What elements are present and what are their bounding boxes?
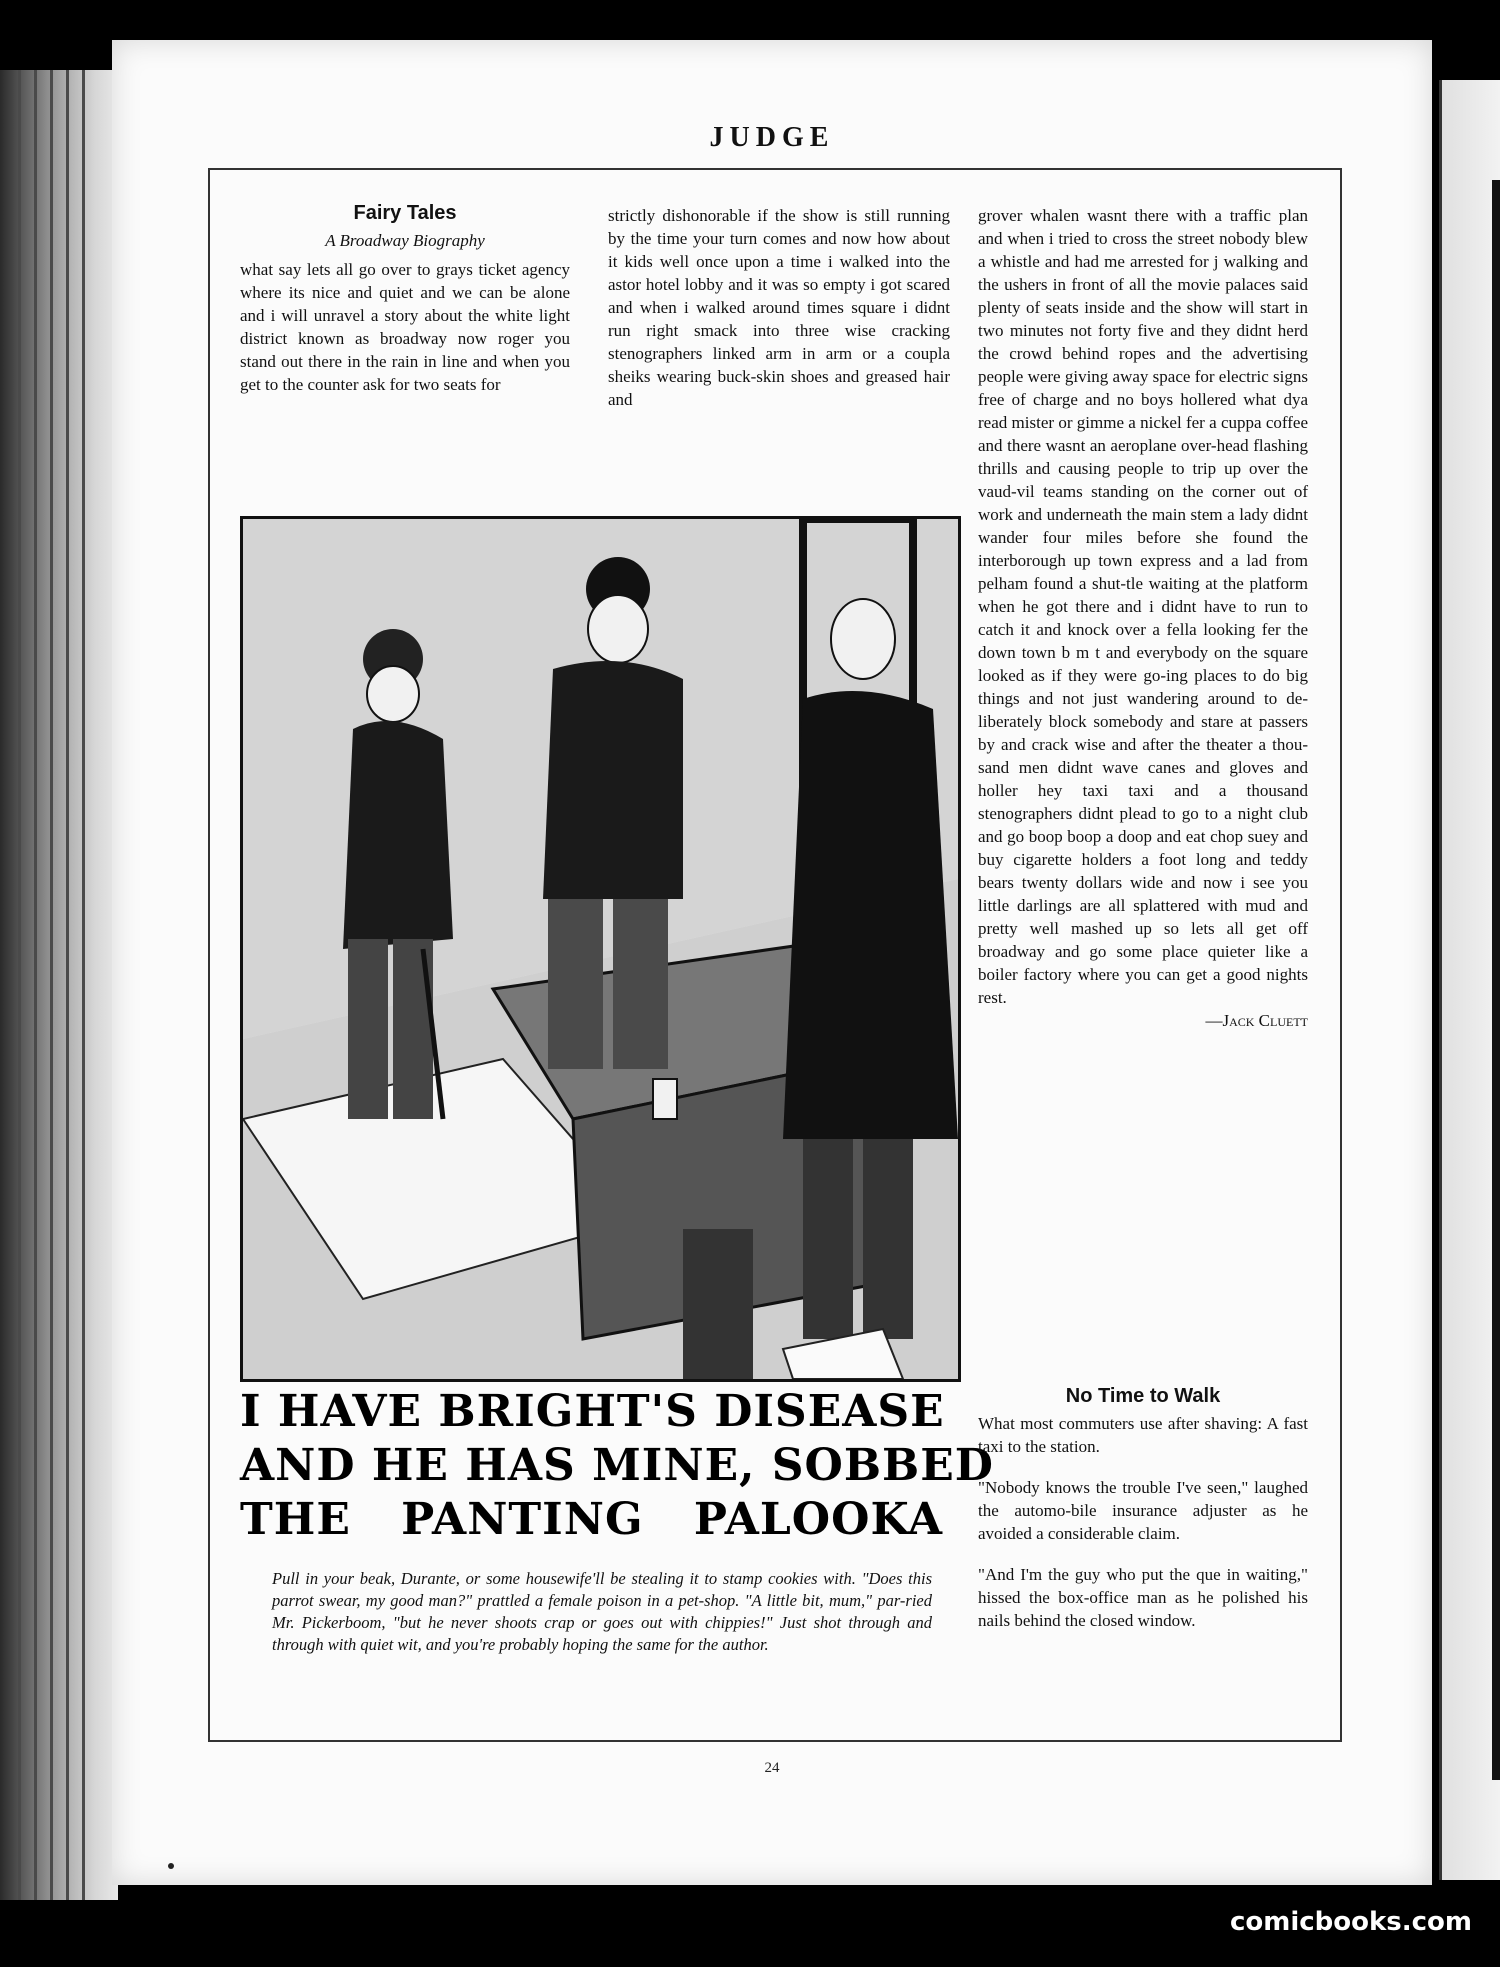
fairy-tales-col2	[608, 204, 950, 411]
cartoon-headline	[240, 1385, 994, 1547]
no-time-to-walk	[978, 1385, 1308, 1632]
fairy-tales-heading: Fairy Tales	[353, 202, 457, 224]
no-time-p1: What most commuters use after shaving: A fast taxi to the station.	[978, 1414, 1308, 1456]
magazine-page	[112, 40, 1432, 1885]
no-time-p3: "And I'm the guy who put the que in waiting," hissed the box-office man as he polished his nails behind the closed window.	[978, 1565, 1308, 1630]
headline-line-3: THE PANTING PALOOKA	[240, 1494, 944, 1545]
headline-line-2: AND HE HAS MINE, SOBBED	[240, 1440, 994, 1491]
speck	[168, 1863, 174, 1869]
cartoon-caption: Pull in your beak, Durante, or some housewife'll be stealing it to stamp cookies with. "Does this parrot swear, my good man?" prattled a female poison in a pet-shop. "A little bit, mum," par-ried Mr. Pickerboom, "but he never shoots crap or goes out with chippies!" Just shot through and through with quiet wit, and you're probably hoping the same for the author.	[272, 1569, 932, 1654]
book-page-stack-left	[0, 70, 118, 1900]
fairy-tales-subheading: A Broadway Biography	[325, 231, 485, 250]
cartoon-illustration	[240, 516, 961, 1382]
page-number: 24	[764, 1760, 780, 1776]
fairy-tales-credit: —Jack Cluett	[1205, 1011, 1308, 1030]
magazine-title: JUDGE	[709, 122, 835, 153]
fairy-tales-col1	[240, 202, 570, 396]
fairy-tales-text-1: what say lets all go over to grays ticket agency where its nice and quiet and we can be alone and i will unravel a story about the white light district known as broadway now roger you stand out there in the rain in line and when you get to the counter ask for two seats for	[240, 260, 570, 394]
fairy-tales-text-3: grover whalen wasnt there with a traffic plan and when i tried to cross the street nobody blew a whistle and had me arrested for j walking and the ushers in front of all the movie palaces said plenty of seats inside and the show will start in two minutes not forty five and they didnt herd the crowd behind ropes and the advertising people were giving away space for electric signs free of charge and no boys hollered what dya read mister or gimme a nickel fer a cuppa coffee and there wasnt an aeroplane over-head flashing thrills and causing people to trip up over the vaud-vil teams standing on the corner out of work and underneath the main stem a lady didnt wander four miles before she found the interborough up town express and a lad from pelham found a shut-tle waiting at the platform when he got there and i didnt have to run to catch it and knock over a fella looking fer the down town b m t and everybody on the square looked as if they were go-ing places to do big things and not just wandering around to de-liberately block somebody and stare at passers by and crack wise and after the theater a thou-sand men didnt wave canes and gloves and holler hey taxi taxi and a thousand stenographers didnt plead to go to a night club and go boop boop a doop and eat chop suey and buy cigarette holders a foot long and teddy bears twenty dollars wide and now i see you little darlings are all splattered with mud and pretty well mashed up so lets all get off broadway and go some place quieter like a boiler factory where you can get a good nights rest.	[978, 206, 1308, 1007]
fairy-tales-col3	[978, 204, 1308, 1032]
no-time-p2: "Nobody knows the trouble I've seen," laughed the automo-bile insurance adjuster as he avoided a considerable claim.	[978, 1478, 1308, 1543]
no-time-heading: No Time to Walk	[1065, 1385, 1221, 1407]
book-page-stack-right	[1439, 80, 1500, 1880]
watermark: comicbooks.com	[1229, 1907, 1472, 1937]
fairy-tales-text-2: strictly dishonorable if the show is still running by the time your turn comes and now how about it kids well once upon a time i walked into the astor hotel lobby and it was so empty i got scared and when i walked around times square i didnt run right smack into three wise cracking stenographers linked arm in arm or a coupla sheiks wearing buck-skin shoes and greased hair and	[608, 206, 950, 409]
headline-line-1: I HAVE BRIGHT'S DISEASE	[240, 1386, 945, 1437]
